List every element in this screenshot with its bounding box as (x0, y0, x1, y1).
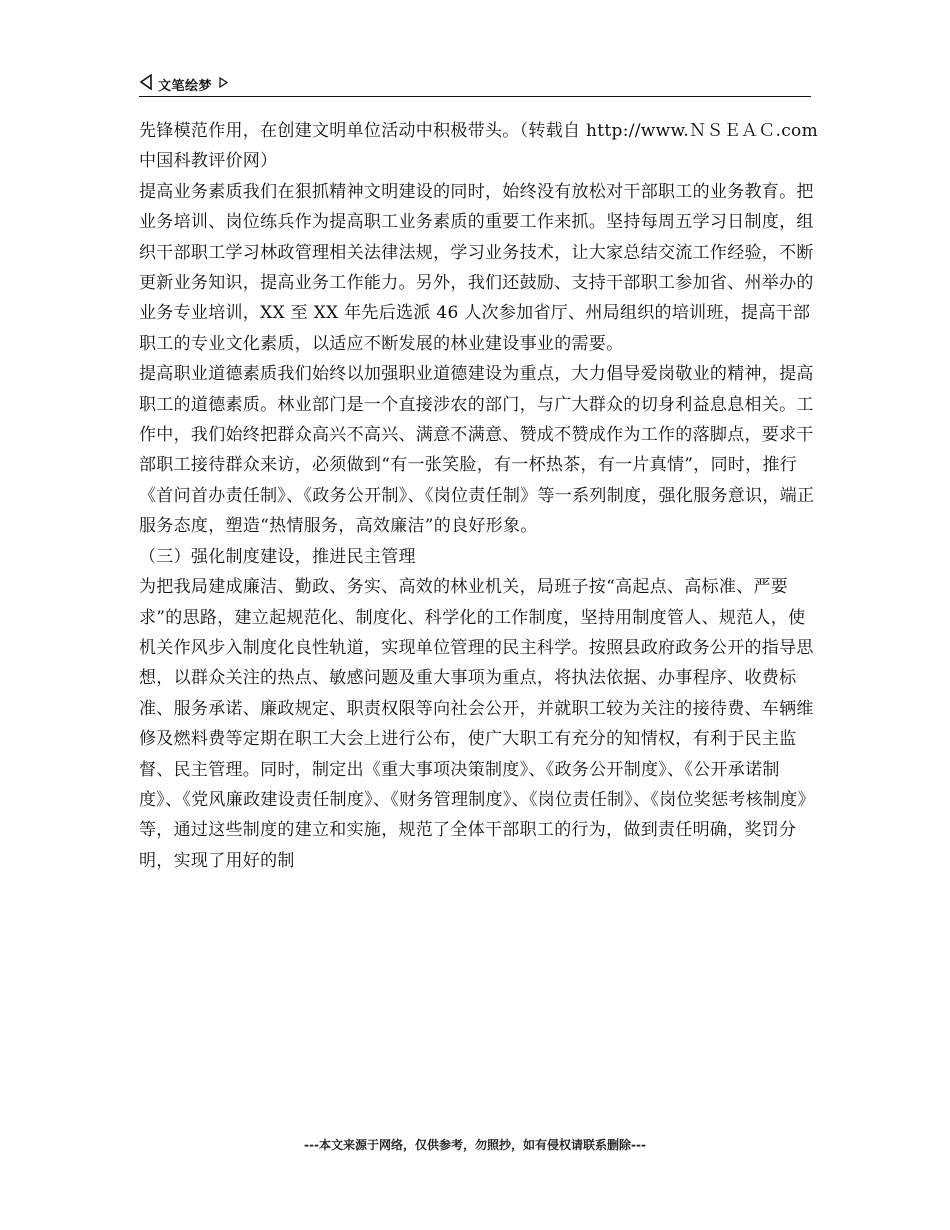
triangle-left-icon (139, 74, 153, 94)
triangle-right-icon (219, 73, 228, 92)
section-heading: （三）强化制度建设，推进民主管理 (139, 546, 416, 567)
document-body (139, 116, 821, 876)
paragraph: 提高职业道德素质我们始终以加强职业道德建设为重点，大力倡导爱岗敬业的精神，提高职工的道德素质。林业部门是一个直接涉农的部门，与广大群众的切身利益息息相关。工作中，我们始终把群众高兴不高兴、满意不满意、赞成不赞成作为工作的落脚点，要求干部职工接待群众来访，必须做到“有一张笑脸，有一杯热茶，有一片真情”，同时，推行《首问首办责任制》、《政务公开制》、《岗位责任制》等一系列制度，强化服务意识，端正服务态度，塑造“热情服务，高效廉洁”的良好形象。 (139, 364, 815, 537)
paragraph: 为把我局建成廉洁、勤政、务实、高效的林业机关，局班子按“高起点、高标准、严要求”的思路，建立起规范化、制度化、科学化的工作制度，坚持用制度管人、规范人，使机关作风步入制度化良性轨道，实现单位管理的民主科学。按照县政府政务公开的指导思想，以群众关注的热点、敏感问题及重大事项为重点，将执法依据、办事程序、收费标准、服务承诺、廉政规定、职责权限等向社会公开，并就职工较为关注的接待费、车辆维修及燃料费等定期在职工大会上进行公布，使广大职工有充分的知情权，有利于民主监督、民主管理。同时，制定出《重大事项决策制度》、《政务公开制度》、《公开承诺制度》、《党风廉政建设责任制度》、《财务管理制度》、《岗位责任制》、《岗位奖惩考核制度》等，通过这些制度的建立和实施，规范了全体干部职工的行为，做到责任明确，奖罚分明，实现了用好的制 (139, 577, 815, 871)
header-title: 文笔绘梦 (158, 78, 213, 94)
paragraph: 提高业务素质我们在狠抓精神文明建设的同时，始终没有放松对干部职工的业务教育。把业务培训、岗位练兵作为提高职工业务素质的重要工作来抓。坚持每周五学习日制度，组织干部职工学习林政管理相关法律法规，学习业务技术，让大家总结交流工作经验，不断更新业务知识，提高业务工作能力。另外，我们还鼓励、支持干部职工参加省、州举办的业务专业培训，XX 至 XX 年先后选派 46 人次参加省厅、州局组织的培训班，提高干部职工的专业文化素质，以适应不断发展的林业建设事业的需要。 (139, 181, 814, 354)
paragraph: 先锋模范作用，在创建文明单位活动中积极带头。（转载自 http://www.ＮＳＥＡＣ.com 中国科教评价网） (139, 121, 818, 172)
page-header (139, 72, 811, 97)
footer-disclaimer: ---本文来源于网络，仅供参考，勿照抄，如有侵权请联系删除--- (304, 1138, 646, 1152)
